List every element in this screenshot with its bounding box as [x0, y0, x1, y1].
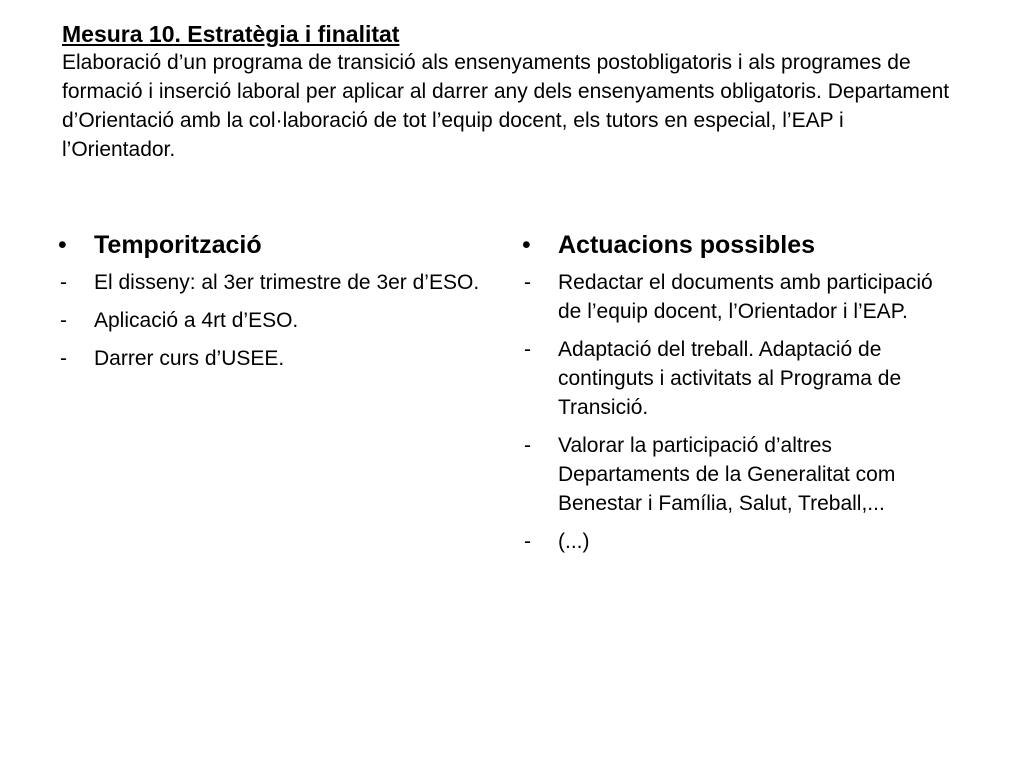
- list-item-text: Adaptació del treball. Adaptació de continguts i activitats al Programa de Transició.: [558, 338, 902, 419]
- dash-icon: -: [524, 271, 531, 294]
- list-item: [522, 431, 942, 518]
- actuacions-column: [522, 228, 942, 565]
- actuacions-heading-label: Actuacions possibles: [558, 231, 816, 259]
- dash-icon: -: [60, 309, 67, 332]
- list-item: [58, 344, 488, 373]
- bullet-icon: •: [522, 231, 531, 259]
- list-item: [522, 527, 942, 556]
- dash-icon: -: [60, 271, 67, 294]
- list-item-text: Aplicació a 4rt d’ESO.: [94, 309, 299, 332]
- bullet-icon: •: [58, 231, 67, 259]
- list-item-text: (...): [558, 530, 590, 553]
- list-item: [522, 268, 942, 326]
- dash-icon: -: [60, 347, 67, 370]
- list-item-text: Redactar el documents amb participació de l’equip docent, l’Orientador i l’EAP.: [558, 271, 933, 323]
- temporitzacio-heading: [58, 228, 488, 262]
- list-item: [58, 268, 488, 297]
- slide-header: [62, 20, 962, 164]
- temporitzacio-heading-label: Temporització: [94, 231, 262, 259]
- slide-description: Elaboració d’un programa de transició als ensenyaments postobligatoris i als programes de formació i inserció laboral per aplicar al darrer any dels ensenyaments obligatoris. Departament d’Orientació amb la col·laboració de tot l’equip docent, els tutors en especial, l’EAP i l’Orientador.: [62, 51, 950, 161]
- list-item-text: Darrer curs d’USEE.: [94, 347, 285, 370]
- list-item: [522, 335, 942, 422]
- dash-icon: -: [524, 434, 531, 457]
- slide-title: Mesura 10. Estratègia i finalitat: [62, 21, 400, 47]
- actuacions-heading: [522, 228, 942, 262]
- list-item: [58, 306, 488, 335]
- dash-icon: -: [524, 338, 531, 361]
- dash-icon: -: [524, 530, 531, 553]
- list-item-text: Valorar la participació d’altres Departaments de la Generalitat com Benestar i Família, Salut, Treball,...: [558, 434, 896, 515]
- list-item-text: El disseny: al 3er trimestre de 3er d’ESO.: [94, 271, 480, 294]
- temporitzacio-column: [58, 228, 488, 382]
